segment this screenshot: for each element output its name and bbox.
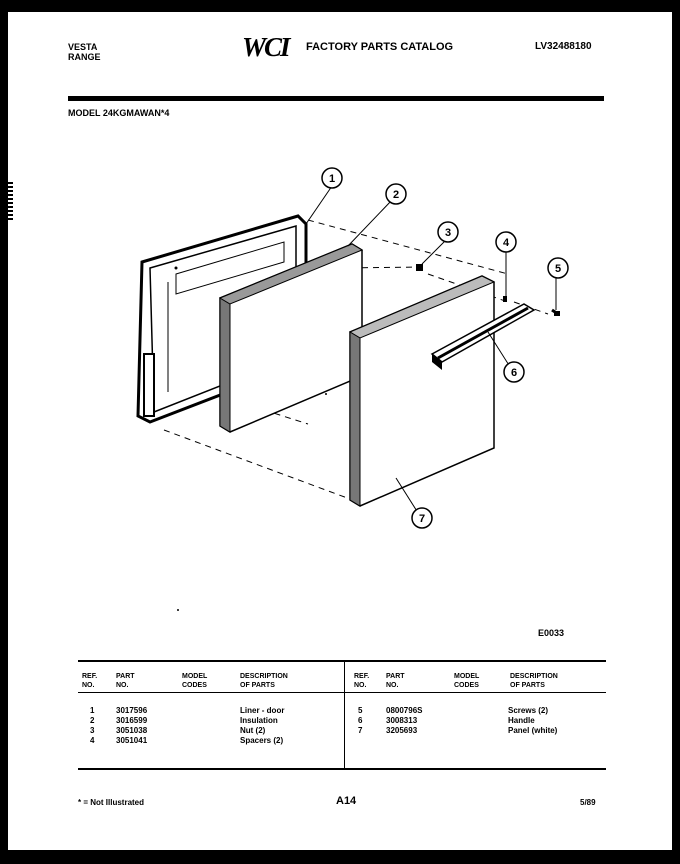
svg-text:4: 4: [502, 237, 510, 249]
logo-text: WCI: [242, 32, 289, 60]
table-cell: 1: [90, 706, 95, 715]
callout-4: [496, 232, 516, 252]
table-cell: Screws (2): [508, 706, 549, 715]
callout-1: [322, 168, 342, 188]
header-description: DESCRIPTION OF PARTS: [240, 673, 288, 689]
table-cell: 5: [358, 706, 363, 715]
part-column-right: [386, 706, 422, 736]
part-panel: [350, 276, 494, 506]
header-part: PART NO.: [116, 673, 135, 689]
header-model-right: MODEL CODES: [454, 673, 480, 689]
table-top-rule: [78, 660, 606, 662]
callout-5: [548, 258, 568, 278]
table-cell: Liner - door: [240, 706, 285, 715]
table-cell: 3016599: [116, 716, 148, 725]
catalog-number: LV32488180: [535, 41, 592, 52]
header-description-right: DESCRIPTION OF PARTS: [510, 673, 558, 689]
header-part-right: PART NO.: [386, 673, 405, 689]
brand-name: VESTA: [68, 42, 98, 52]
ref-column-left: [90, 706, 94, 746]
part-column-left: [116, 706, 147, 746]
page-number: A14: [336, 795, 357, 807]
print-date: 5/89: [580, 798, 596, 807]
table-cell: 4: [90, 736, 95, 745]
callout-6: [504, 362, 524, 382]
table-cell: Spacers (2): [240, 736, 284, 745]
table-cell: 3051038: [116, 726, 148, 735]
svg-text:3: 3: [444, 227, 452, 239]
table-header-rule: [78, 692, 606, 693]
table-cell: 3: [90, 726, 95, 735]
table-cell: 6: [358, 716, 363, 725]
svg-text:1: 1: [328, 173, 336, 185]
model-line: MODEL 24KGMAWAN*4: [68, 108, 170, 118]
desc-column-right: [508, 706, 557, 736]
ref-column-right: [358, 706, 362, 736]
callout-7: [412, 508, 432, 528]
part-screw: [552, 310, 560, 316]
table-divider: [344, 662, 345, 768]
exploded-diagram: [8, 12, 672, 652]
table-bottom-rule: [78, 768, 606, 770]
svg-text:2: 2: [392, 189, 400, 201]
svg-text:6: 6: [510, 367, 518, 379]
table-cell: 3051041: [116, 736, 148, 745]
table-cell: 3205693: [386, 726, 418, 735]
product-name: RANGE: [68, 52, 101, 62]
desc-column-left: [240, 706, 284, 746]
table-cell: 2: [90, 716, 95, 725]
svg-text:5: 5: [554, 263, 562, 275]
header-ref-right: REF. NO.: [354, 673, 370, 689]
header-ref: REF. NO.: [82, 673, 98, 689]
catalog-title: FACTORY PARTS CATALOG: [306, 41, 454, 53]
diagram-code: E0033: [538, 628, 565, 638]
part-nut: [416, 264, 423, 271]
svg-text:7: 7: [418, 513, 426, 525]
table-cell: Insulation: [240, 716, 278, 725]
table-cell: Panel (white): [508, 726, 558, 735]
callout-3: [438, 222, 458, 242]
part-spacer: [503, 296, 507, 302]
not-illustrated-note: * = Not Illustrated: [78, 798, 145, 807]
table-cell: Nut (2): [240, 726, 266, 735]
callout-2: [386, 184, 406, 204]
table-cell: 3017596: [116, 706, 148, 715]
header-model: MODEL CODES: [182, 673, 208, 689]
table-cell: 0800796S: [386, 706, 423, 715]
table-cell: 3008313: [386, 716, 418, 725]
table-cell: 7: [358, 726, 363, 735]
table-cell: Handle: [508, 716, 535, 725]
catalog-page: [8, 12, 672, 850]
